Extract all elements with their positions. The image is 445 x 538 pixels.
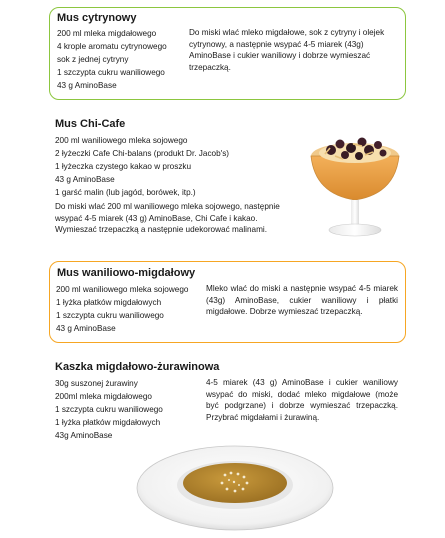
ingredient-item: 43 g AminoBase	[57, 81, 117, 90]
ingredient-list	[57, 27, 167, 92]
ingredient-item: 200ml mleka migdałowego	[55, 392, 152, 401]
ingredient-item: 200 ml waniliowego mleka sojowego	[56, 285, 189, 294]
recipe-description: 4-5 miarek (43 g) AminoBase i cukier waniliowy wsypać do miski, dodać mleko migdałowe (może być podgrzane) i dobrze wymieszać trzepaczką. Przybrać migdałami i żurawiną.	[206, 378, 398, 422]
ingredient-item: 1 szczypta cukru waniliowego	[56, 311, 164, 320]
ingredient-item: 43 g AminoBase	[56, 324, 116, 333]
recipe-title: Mus waniliowo-migdałowy	[57, 267, 196, 279]
ingredient-item: 1 szczypta cukru waniliowego	[57, 68, 165, 77]
recipe-title: Mus cytrynowy	[57, 12, 137, 24]
recipe-description: Mleko wlać do miski a następnie wsypać 4-5 miarek (43g) AminoBase, cukier waniliowy i płatki migdałowe. Dobrze wymieszać trzepaczką.	[206, 284, 398, 316]
ingredient-item: 4 krople aromatu cytrynowego	[57, 42, 167, 51]
ingredient-item: 30g suszonej żurawiny	[55, 379, 138, 388]
ingredient-item: sok z jednej cytryny	[57, 55, 129, 64]
ingredient-item: 1 garść malin (lub jagód, borówek, itp.)	[55, 188, 196, 197]
ingredient-list	[56, 283, 188, 335]
dessert-glass-image	[295, 120, 413, 242]
recipe-title: Kaszka migdałowo-żurawinowa	[55, 361, 220, 373]
recipe-title: Mus Chi-Cafe	[55, 118, 126, 130]
ingredient-item: 200 ml waniliowego mleka sojowego	[55, 136, 188, 145]
ingredient-list	[55, 134, 229, 199]
ingredient-item: 1 łyżka płatków migdałowych	[55, 418, 161, 427]
ingredient-item: 43 g AminoBase	[55, 175, 115, 184]
ingredient-item: 1 łyżka płatków migdałowych	[56, 298, 162, 307]
recipe-description: Do miski wlać 200 ml waniliowego mleka sojowego, następnie wsypać 4-5 miarek (43 g) AminoBase, Chi Cafe i kakao. Wymieszać trzepaczką a następnie udekorować malinami.	[55, 202, 280, 234]
ingredient-item: 1 łyżeczka czystego kakao w proszku	[55, 162, 192, 171]
ingredient-item: 43g AminoBase	[55, 431, 113, 440]
ingredient-item: 200 ml mleka migdałowego	[57, 29, 157, 38]
recipe-description: Do miski wlać mleko migdałowe, sok z cytryny i olejek cytrynowy, a następnie wsypać 4-5 miarek (43g) AminoBase i cukier waniliowy i dobrze wymieszać trzepaczką.	[189, 28, 385, 72]
porridge-plate-image	[135, 433, 335, 533]
ingredient-item: 1 szczypta cukru waniliowego	[55, 405, 163, 414]
ingredient-item: 2 łyżeczki Cafe Chi-balans (produkt Dr. Jacob's)	[55, 149, 230, 158]
